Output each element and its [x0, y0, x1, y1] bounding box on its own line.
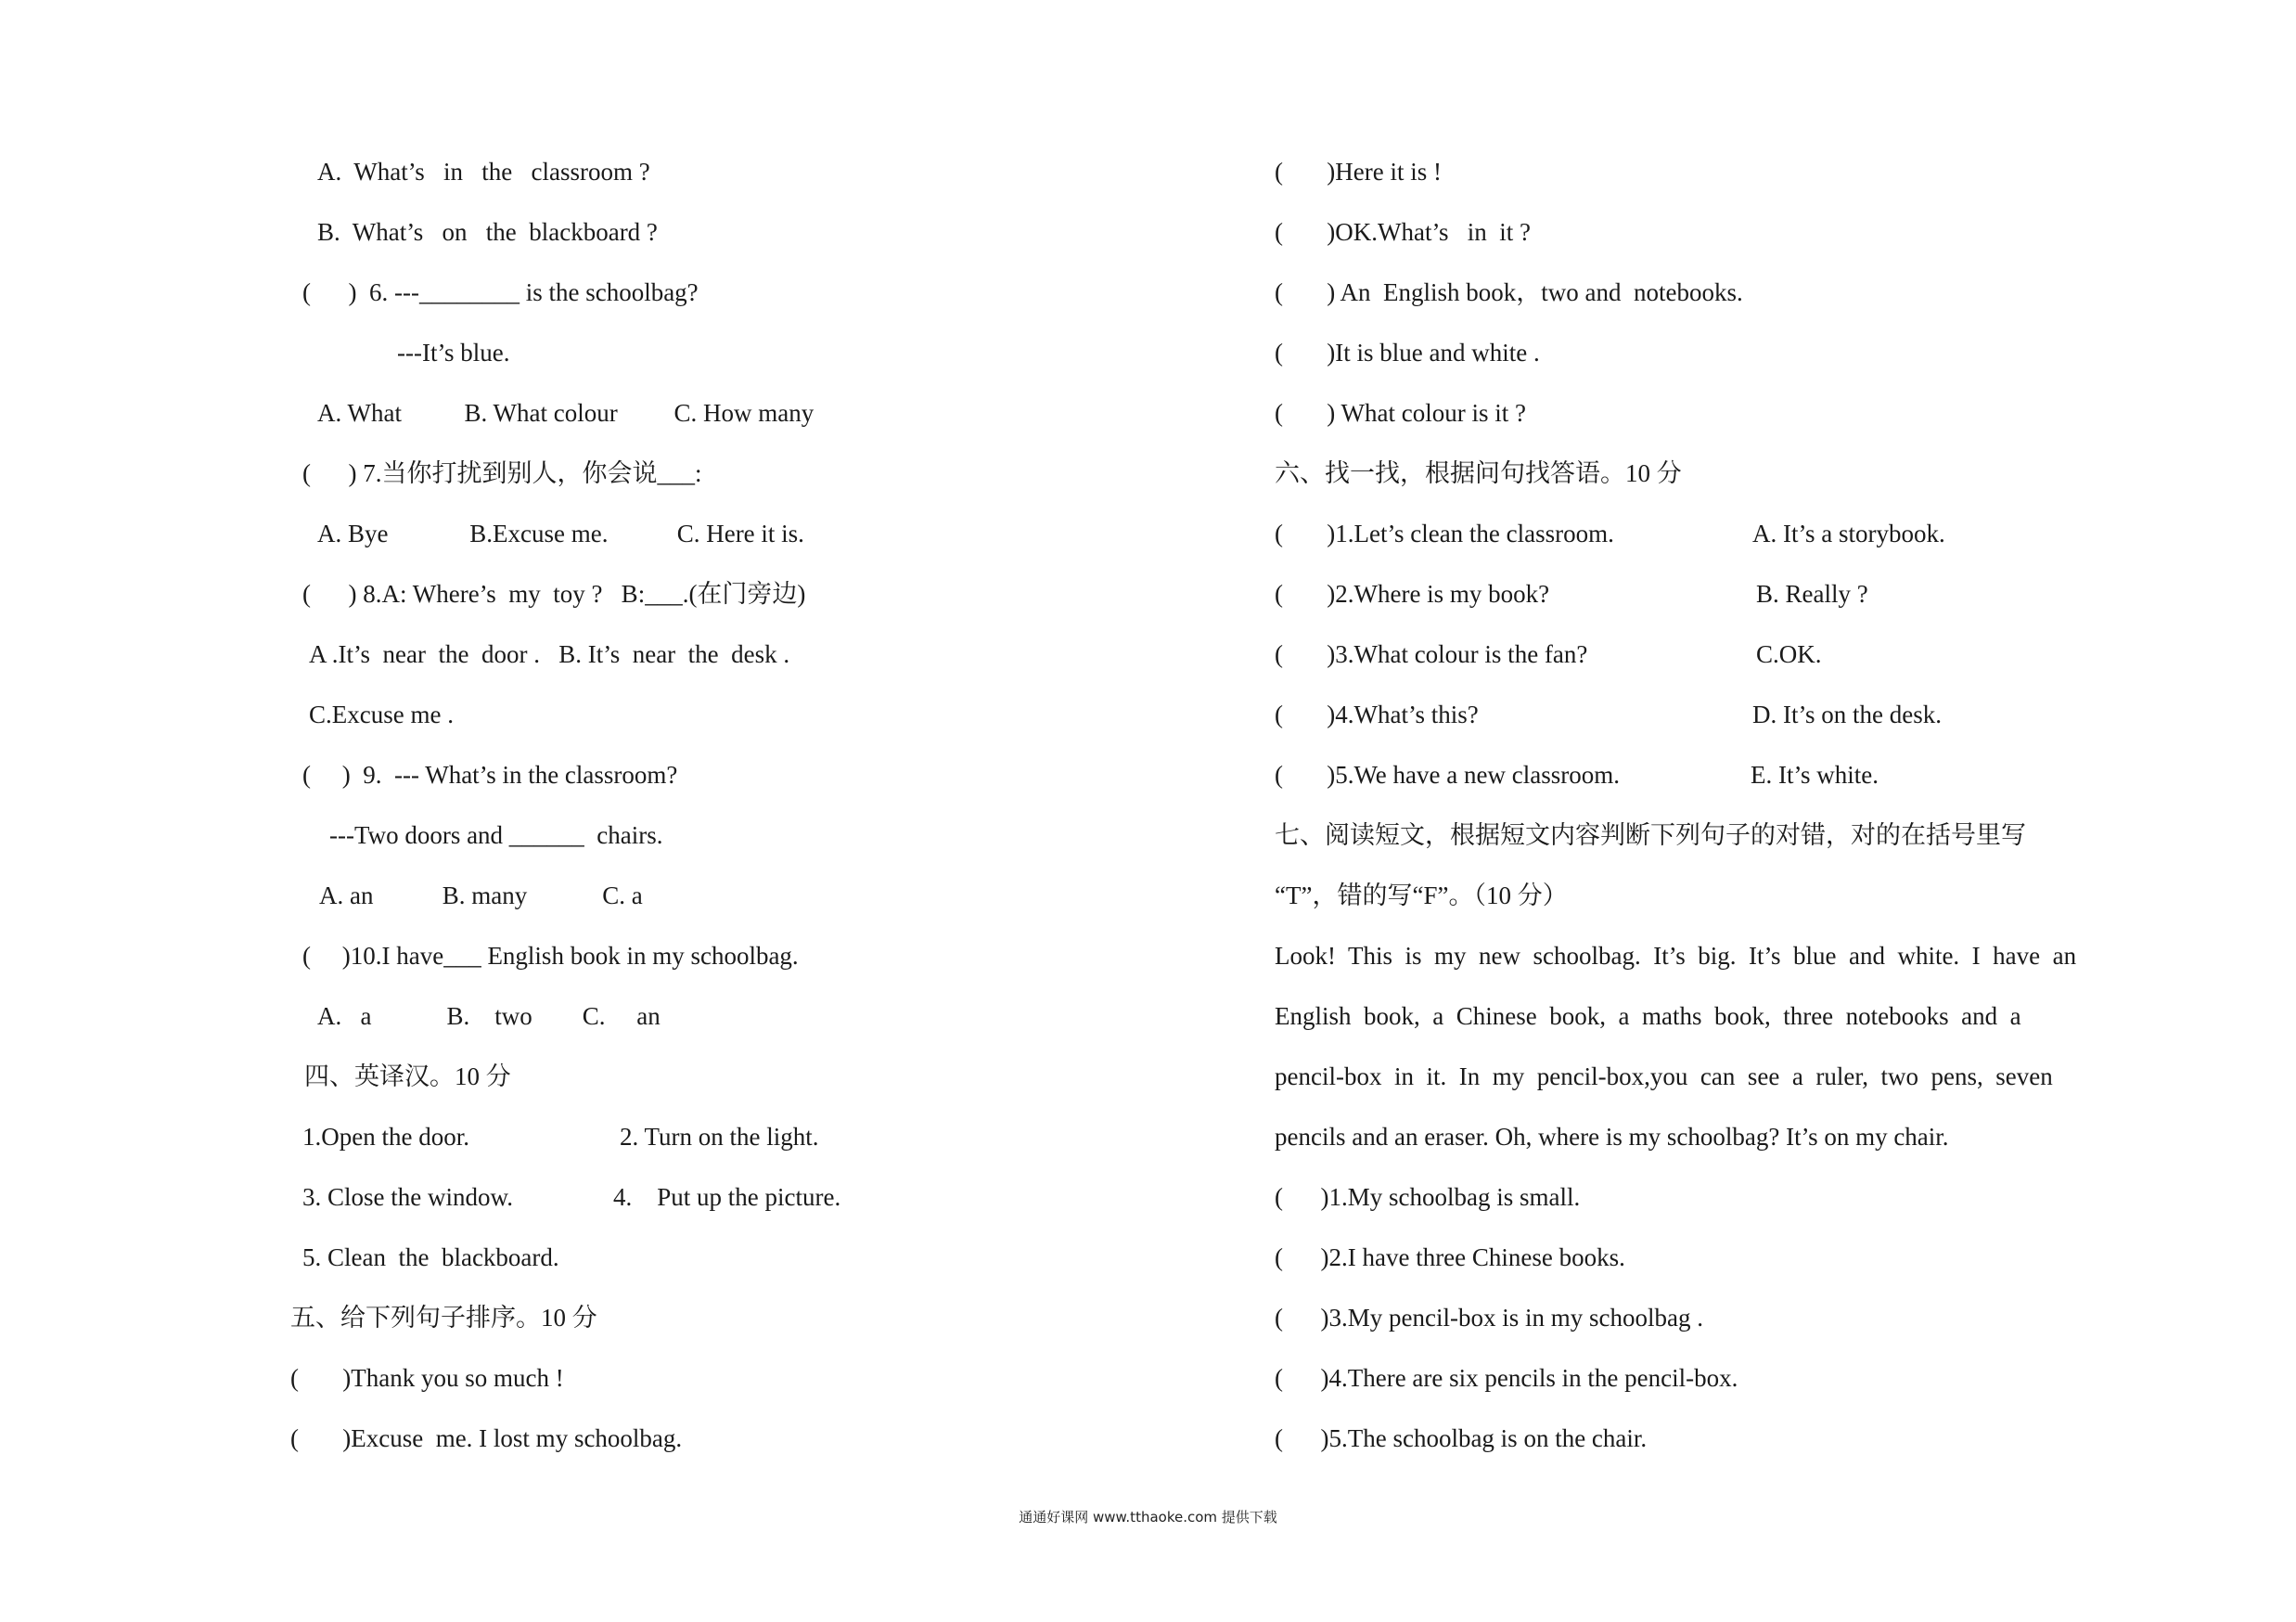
- text-line-r15: ( )5.We have a new classroom.: [1275, 761, 1620, 789]
- text-line-r23: ( )1.My schoolbag is small.: [1275, 1183, 1581, 1211]
- text-line-r20: English book, a Chinese book, a maths book, three notebooks and a: [1275, 1002, 2021, 1030]
- text-line-l18: 3. Close the window. 4. Put up the picture.: [302, 1183, 841, 1211]
- text-line-l03: ( ) 6. ---________ is the schoolbag?: [302, 278, 699, 306]
- text-line-r09: ( )2.Where is my book?: [1275, 580, 1550, 608]
- text-line-r03: ( ) An English book，two and notebooks.: [1275, 278, 1743, 306]
- text-line-r12: C.OK.: [1756, 640, 1822, 668]
- text-line-r02: ( )OK.What’s in it ?: [1275, 218, 1531, 246]
- text-line-l05: A. What B. What colour C. How many: [317, 399, 815, 427]
- text-line-r24: ( )2.I have three Chinese books.: [1275, 1243, 1625, 1271]
- text-line-l09: A .It’s near the door . B. It’s near the desk .: [309, 640, 790, 668]
- text-line-r18: “T”，错的写“F”。（10 分）: [1275, 882, 1568, 909]
- text-line-r19: Look! This is my new schoolbag. It’s big. It’s blue and white. I have an: [1275, 942, 2077, 970]
- text-line-l21: ( )Thank you so much !: [290, 1364, 564, 1392]
- text-line-l20: 五、给下列句子排序。10 分: [290, 1304, 597, 1332]
- text-line-r01: ( )Here it is !: [1275, 158, 1442, 186]
- text-line-l11: ( ) 9. --- What’s in the classroom?: [302, 761, 678, 789]
- text-line-l15: A. a B. two C. an: [317, 1002, 661, 1030]
- text-line-l06: ( ) 7.当你打扰到别人，你会说___:: [302, 459, 702, 487]
- text-line-r10: B. Really ?: [1756, 580, 1868, 608]
- text-line-r27: ( )5.The schoolbag is on the chair.: [1275, 1424, 1648, 1452]
- text-line-r13: ( )4.What’s this?: [1275, 701, 1479, 728]
- text-line-r06: 六、找一找，根据问句找答语。10 分: [1275, 459, 1682, 487]
- text-line-l01: A. What’s in the classroom ?: [317, 158, 650, 186]
- text-line-l16: 四、英译汉。10 分: [304, 1062, 511, 1090]
- text-line-l04: ---It’s blue.: [397, 339, 510, 367]
- text-line-l17: 1.Open the door. 2. Turn on the light.: [302, 1123, 819, 1151]
- text-line-l14: ( )10.I have___ English book in my schoolbag.: [302, 942, 799, 970]
- text-line-r16: E. It’s white.: [1751, 761, 1879, 789]
- text-line-l02: B. What’s on the blackboard ?: [317, 218, 658, 246]
- text-line-r25: ( )3.My pencil-box is in my schoolbag .: [1275, 1304, 1703, 1332]
- text-line-l22: ( )Excuse me. I lost my schoolbag.: [290, 1424, 683, 1452]
- text-line-r14: D. It’s on the desk.: [1752, 701, 1942, 728]
- text-line-r07: ( )1.Let’s clean the classroom.: [1275, 520, 1614, 547]
- text-line-r05: ( ) What colour is it ?: [1275, 399, 1526, 427]
- text-line-r08: A. It’s a storybook.: [1752, 520, 1945, 547]
- text-line-l10: C.Excuse me .: [309, 701, 454, 728]
- text-line-r26: ( )4.There are six pencils in the pencil-box.: [1275, 1364, 1738, 1392]
- text-line-l13: A. an B. many C. a: [319, 882, 643, 909]
- text-line-l08: ( ) 8.A: Where’s my toy ? B:___.(在门旁边): [302, 580, 806, 608]
- text-line-l19: 5. Clean the blackboard.: [302, 1243, 559, 1271]
- text-line-r21: pencil-box in it. In my pencil-box,you can see a ruler, two pens, seven: [1275, 1062, 2053, 1090]
- text-line-r11: ( )3.What colour is the fan?: [1275, 640, 1588, 668]
- text-line-r17: 七、阅读短文，根据短文内容判断下列句子的对错，对的在括号里写: [1275, 821, 2026, 849]
- text-line-r22: pencils and an eraser. Oh, where is my schoolbag? It’s on my chair.: [1275, 1123, 1949, 1151]
- page-footer: 通通好课网 www.tthaoke.com 提供下载: [1019, 1509, 1277, 1525]
- text-line-r04: ( )It is blue and white .: [1275, 339, 1540, 367]
- text-line-l07: A. Bye B.Excuse me. C. Here it is.: [317, 520, 804, 547]
- text-line-l12: ---Two doors and ______ chairs.: [329, 821, 663, 849]
